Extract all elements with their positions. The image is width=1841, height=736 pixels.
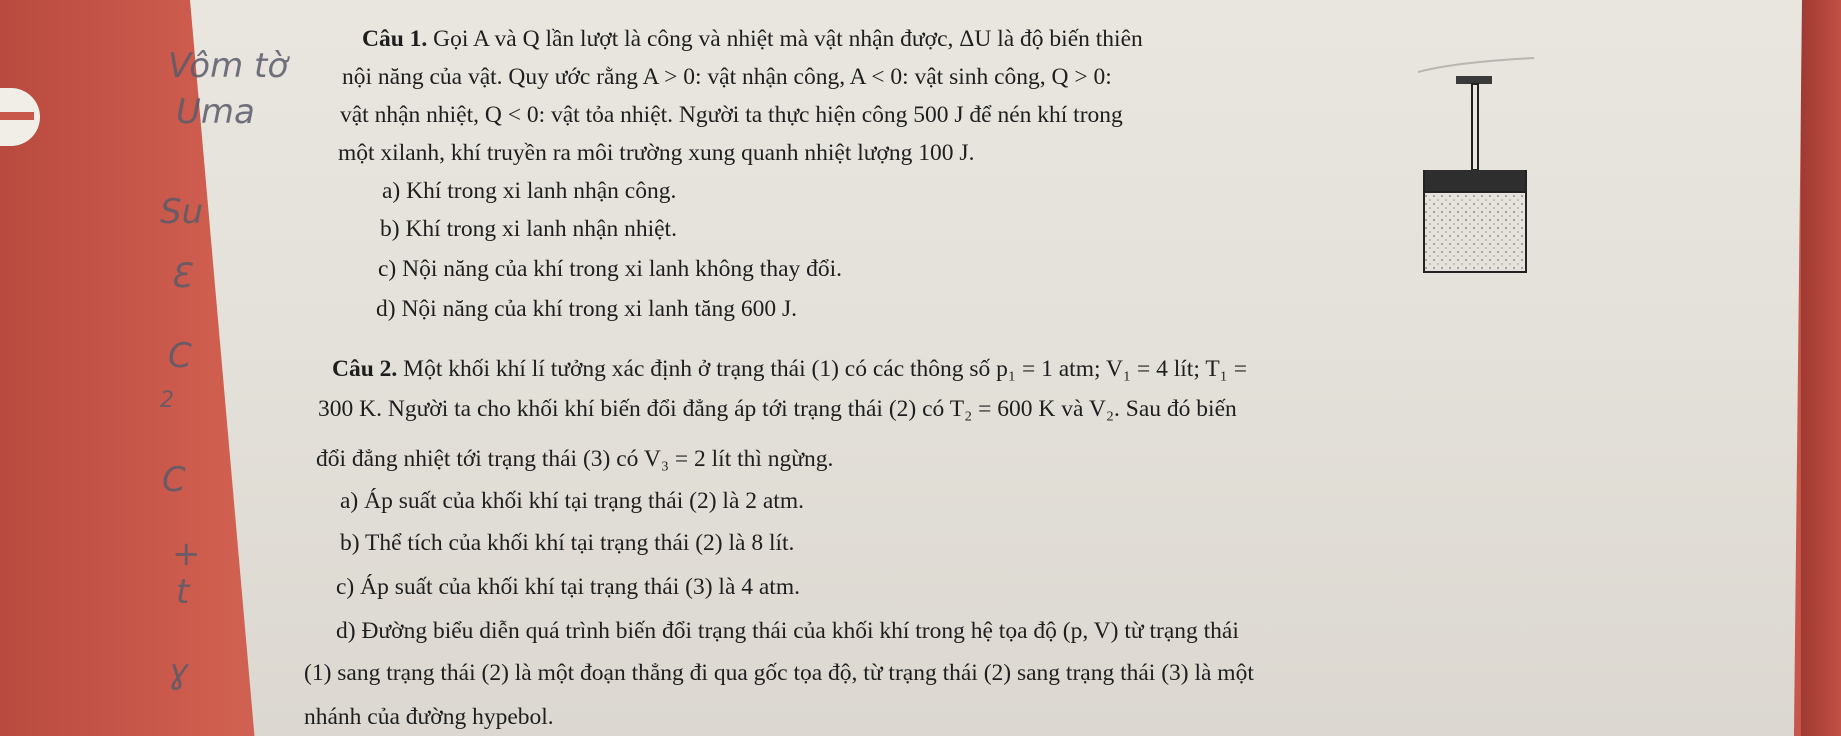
- question-1-line-1: Câu 1. Gọi A và Q lần lượt là công và nhiệt mà vật nhận được, ΔU là độ biến thiên: [362, 26, 1143, 52]
- cylinder-piston-diagram: [1416, 50, 1534, 290]
- question-1-line-4: một xilanh, khí truyền ra môi trường xung quanh nhiệt lượng 100 J.: [338, 140, 975, 166]
- folder-tab-mark: [0, 112, 34, 120]
- handwritten-note: t: [176, 572, 190, 612]
- question-2-option-a: a) Áp suất của khối khí tại trạng thái (2) là 2 atm.: [340, 488, 804, 514]
- folder-edge: [1801, 0, 1841, 736]
- question-1-option-b: b) Khí trong xi lanh nhận nhiệt.: [380, 216, 677, 242]
- handwritten-note: 2: [160, 388, 174, 413]
- question-2-line-3: đổi đẳng nhiệt tới trạng thái (3) có V₃ = 2 lít thì ngừng.: [316, 446, 834, 472]
- handwritten-note: Uma: [176, 92, 255, 132]
- question-2-option-c: c) Áp suất của khối khí tại trạng thái (3) là 4 atm.: [336, 574, 800, 600]
- question-2-option-d-cont: (1) sang trạng thái (2) là một đoạn thẳng đi qua gốc tọa độ, từ trạng thái (2) sang trạng thái (3) là một: [304, 660, 1254, 686]
- handwritten-note: ɣ: [168, 652, 189, 692]
- handwritten-note: +: [172, 534, 201, 574]
- question-1-option-a: a) Khí trong xi lanh nhận công.: [382, 178, 677, 204]
- question-2-line-2: 300 K. Người ta cho khối khí biến đổi đẳng áp tới trạng thái (2) có T₂ = 600 K và V₂. Sau đó biến: [318, 396, 1237, 422]
- question-2-option-d: d) Đường biểu diễn quá trình biến đổi trạng thái của khối khí trong hệ tọa độ (p, V) từ trạng thái: [336, 618, 1239, 644]
- question-1-option-d: d) Nội năng của khí trong xi lanh tăng 600 J.: [376, 296, 797, 322]
- handwritten-note: C: [168, 336, 192, 376]
- question-1-label: Câu 1.: [362, 26, 428, 52]
- handwritten-note: Ɛ: [170, 256, 191, 296]
- question-2-label: Câu 2.: [332, 356, 398, 382]
- question-1-line-2: nội năng của vật. Quy ước rằng A > 0: vật nhận công, A < 0: vật sinh công, Q > 0:: [342, 64, 1112, 90]
- question-2-line-1: Câu 2. Một khối khí lí tưởng xác định ở trạng thái (1) có các thông số p₁ = 1 atm; V₁ = 4 lít; T₁ =: [332, 356, 1247, 382]
- handwritten-note: Su: [160, 192, 204, 232]
- handwritten-note: Vôm tờ: [168, 46, 289, 86]
- question-2-option-b: b) Thể tích của khối khí tại trạng thái (2) là 8 lít.: [340, 530, 795, 556]
- question-1-line-3: vật nhận nhiệt, Q < 0: vật tỏa nhiệt. Người ta thực hiện công 500 J để nén khí trong: [340, 102, 1123, 128]
- handwritten-note: C: [162, 460, 186, 500]
- question-1-option-c: c) Nội năng của khí trong xi lanh không thay đổi.: [378, 256, 843, 282]
- question-2-option-d-cont-2: nhánh của đường hypebol.: [304, 704, 554, 730]
